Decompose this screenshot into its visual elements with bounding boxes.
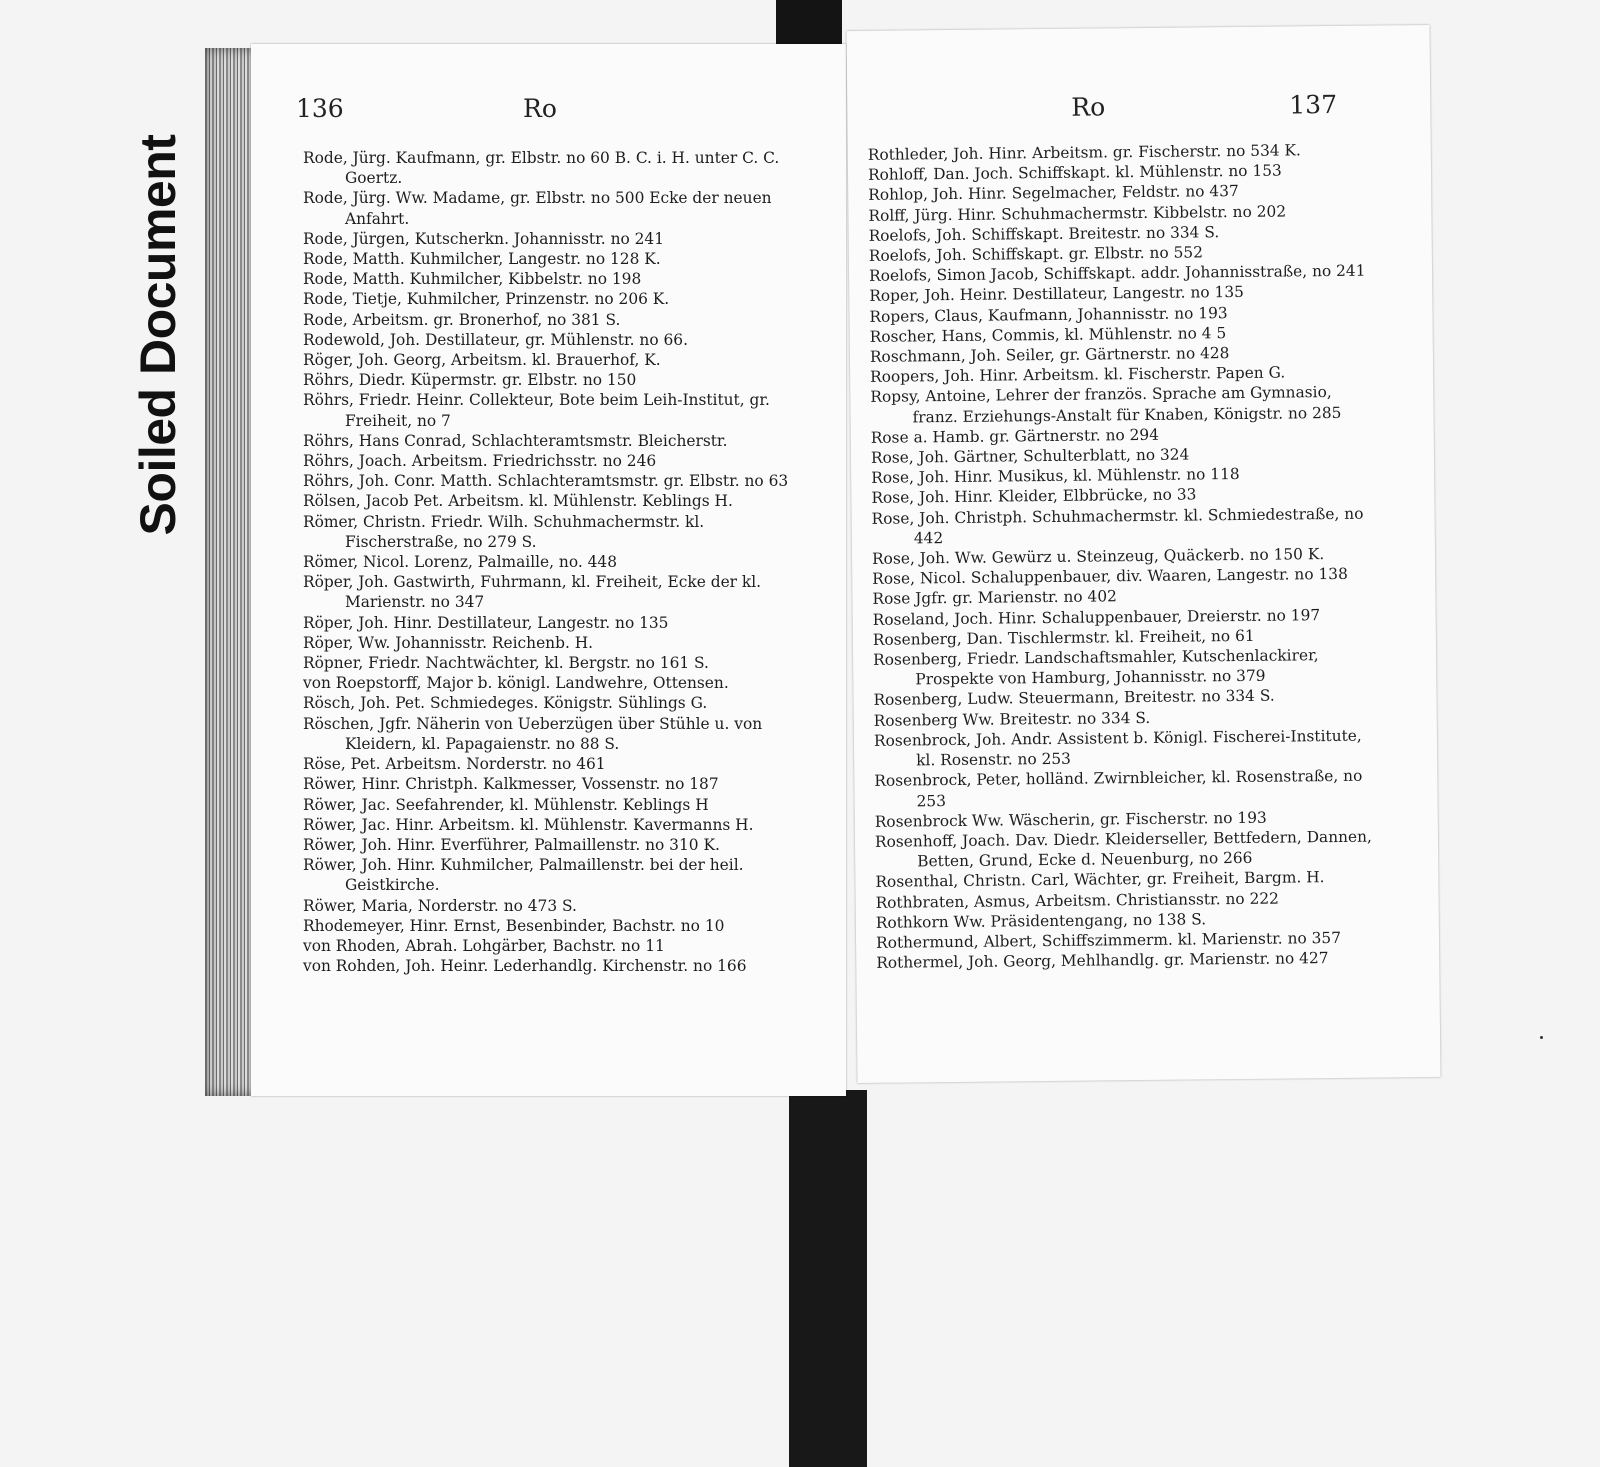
- directory-entry: Rohlop, Joh. Hinr. Segelmacher, Feldstr. no 437: [868, 182, 1239, 205]
- directory-entry: Röper, Ww. Johannisstr. Reichenb. H.: [303, 633, 594, 652]
- directory-entry: Rothermund, Albert, Schiffszimmerm. kl. Marienstr. no 357: [875, 928, 1342, 952]
- directory-entry: Rose, Joh. Hinr. Kleider, Elbbrücke, no 33: [871, 485, 1197, 508]
- right-running-head: Ro: [1071, 92, 1106, 122]
- directory-entry: Röwer, Joh. Hinr. Kuhmilcher, Palmaillenstr. bei der heil. Geistkirche.: [303, 856, 744, 895]
- directory-entry: Rolff, Jürg. Hinr. Schuhmachermstr. Kibbelstr. no 202: [868, 202, 1287, 225]
- directory-entry: Rode, Jürg. Kaufmann, gr. Elbstr. no 60 B. C. i. H. unter C. C. Goertz.: [303, 149, 780, 188]
- right-page-number: 137: [1289, 89, 1338, 120]
- directory-entry: Röwer, Joh. Hinr. Everführer, Palmaillenstr. no 310 K.: [303, 835, 720, 854]
- directory-entry: Röwer, Hinr. Christph. Kalkmesser, Vossenstr. no 187: [303, 775, 719, 794]
- directory-entry: Röwer, Maria, Norderstr. no 473 S.: [303, 896, 577, 915]
- directory-entry: Rode, Matth. Kuhmilcher, Kibbelstr. no 198: [303, 270, 642, 289]
- directory-entry: Rode, Tietje, Kuhmilcher, Prinzenstr. no 206 K.: [303, 290, 670, 309]
- left-page-number: 136: [296, 94, 344, 123]
- directory-entry: Rode, Matth. Kuhmilcher, Langestr. no 128 K.: [303, 250, 661, 269]
- document-label: [130, 80, 186, 590]
- directory-entry: Röpner, Friedr. Nachtwächter, kl. Bergstr. no 161 S.: [303, 654, 709, 673]
- directory-entry: Rose, Joh. Hinr. Musikus, kl. Mühlenstr. no 118: [871, 465, 1240, 488]
- directory-entry: Rose Jgfr. gr. Marienstr. no 402: [872, 587, 1117, 609]
- directory-entry: Roopers, Joh. Hinr. Arbeitsm. kl. Fischerstr. Papen G.: [870, 363, 1286, 387]
- directory-entry: Rose, Joh. Ww. Gewürz u. Steinzeug, Quäckerb. no 150 K.: [871, 545, 1325, 568]
- directory-entry: Röschen, Jgfr. Näherin von Ueberzügen über Stühle u. von Kleidern, kl. Papagaienstr. no 88 S.: [303, 714, 763, 753]
- directory-entry: Römer, Christn. Friedr. Wilh. Schuhmachermstr. kl. Fischerstraße, no 279 S.: [303, 512, 705, 551]
- directory-entry: Roelofs, Joh. Schiffskapt. Breitestr. no 334 S.: [868, 223, 1220, 245]
- directory-entry: Rode, Jürg. Ww. Madame, gr. Elbstr. no 500 Ecke der neuen Anfahrt.: [303, 189, 772, 228]
- directory-entry: Röhrs, Joh. Conr. Matth. Schlachteramtsmstr. gr. Elbstr. no 63: [303, 472, 789, 491]
- directory-entry: Ropers, Claus, Kaufmann, Johannisstr. no 193: [869, 303, 1228, 326]
- directory-entry: Rose, Nicol. Schaluppenbauer, div. Waaren, Langestr. no 138: [872, 565, 1348, 589]
- directory-entry: Rose a. Hamb. gr. Gärtnerstr. no 294: [870, 425, 1160, 447]
- directory-entry: Röhrs, Hans Conrad, Schlachteramtsmstr. Bleicherstr.: [303, 431, 728, 450]
- directory-entry: Rose, Joh. Christph. Schuhmachermstr. kl. Schmiedestraße, no 442: [871, 504, 1364, 548]
- directory-entry: Rosenhoff, Joach. Dav. Diedr. Kleiderseller, Bettfedern, Dannen, Betten, Grund, Ecke d. Neuenburg, no 266: [874, 827, 1373, 871]
- directory-entry: Rosenbrock, Joh. Andr. Assistent b. Königl. Fischerei-Institute, kl. Rosenstr. no 253: [873, 726, 1362, 770]
- directory-entry: Rodewold, Joh. Destillateur, gr. Mühlenstr. no 66.: [303, 330, 688, 349]
- directory-entry: Rosenberg, Dan. Tischlermstr. kl. Freiheit, no 61: [872, 626, 1255, 649]
- right-entry-list: [868, 140, 1387, 974]
- directory-entry: Rosenthal, Christn. Carl, Wächter, gr. Freiheit, Bargm. H.: [875, 868, 1325, 892]
- directory-entry: Roseland, Joch. Hinr. Schaluppenbauer, Dreierstr. no 197: [872, 605, 1321, 629]
- document-label-text: Soiled Document: [130, 134, 186, 536]
- directory-entry: Rosenberg, Friedr. Landschaftsmahler, Kutschenlackirer, Prospekte von Hamburg, Johannisstr. no 379: [873, 646, 1319, 689]
- directory-entry: von Roepstorff, Major b. königl. Landwehre, Ottensen.: [303, 674, 729, 693]
- directory-entry: Röper, Joh. Gastwirth, Fuhrmann, kl. Freiheit, Ecke der kl. Marienstr. no 347: [303, 573, 762, 612]
- directory-entry: Röger, Joh. Georg, Arbeitsm. kl. Brauerhof, K.: [303, 351, 661, 370]
- directory-entry: Rode, Arbeitsm. gr. Bronerhof, no 381 S.: [303, 310, 621, 329]
- directory-entry: Rösch, Joh. Pet. Schmiedeges. Königstr. Sühlings G.: [303, 694, 708, 713]
- left-entry-list: [303, 148, 813, 976]
- directory-entry: Rosenbrock Ww. Wäscherin, gr. Fischerstr. no 193: [874, 808, 1267, 831]
- right-page: [847, 25, 1441, 1083]
- directory-entry: Röper, Joh. Hinr. Destillateur, Langestr. no 135: [303, 613, 669, 632]
- binding-strip-bottom: [789, 1090, 867, 1467]
- directory-entry: Röwer, Jac. Seefahrender, kl. Mühlenstr. Keblings H: [303, 795, 709, 814]
- directory-entry: Roscher, Hans, Commis, kl. Mühlenstr. no 4 5: [869, 323, 1227, 346]
- directory-entry: Roelofs, Joh. Schiffskapt. gr. Elbstr. no 552: [868, 243, 1204, 265]
- directory-entry: Röhrs, Diedr. Küpermstr. gr. Elbstr. no 150: [303, 371, 637, 390]
- directory-entry: Rode, Jürgen, Kutscherkn. Johannisstr. no 241: [303, 229, 665, 248]
- binding-strip-top: [776, 0, 842, 46]
- directory-entry: Rothkorn Ww. Präsidentengang, no 138 S.: [875, 910, 1207, 932]
- directory-entry: Ropsy, Antoine, Lehrer der französ. Sprache am Gymnasio, franz. Erziehungs-Anstalt für Knaben, Königstr. no 285: [870, 383, 1342, 427]
- directory-entry: Rosenberg Ww. Breitestr. no 334 S.: [873, 708, 1151, 730]
- stray-mark: [1540, 1036, 1543, 1039]
- directory-entry: Rölsen, Jacob Pet. Arbeitsm. kl. Mühlenstr. Keblings H.: [303, 492, 733, 511]
- directory-entry: Rothermel, Joh. Georg, Mehlhandlg. gr. Marienstr. no 427: [876, 949, 1329, 972]
- directory-entry: Roschmann, Joh. Seiler, gr. Gärtnerstr. no 428: [869, 344, 1230, 366]
- directory-entry: Roper, Joh. Heinr. Destillateur, Langestr. no 135: [869, 283, 1244, 306]
- directory-entry: Rothbraten, Asmus, Arbeitsm. Christiansstr. no 222: [875, 889, 1280, 912]
- directory-entry: von Rhoden, Abrah. Lohgärber, Bachstr. no 11: [303, 936, 665, 955]
- directory-entry: Rhodemeyer, Hinr. Ernst, Besenbinder, Bachstr. no 10: [303, 916, 725, 935]
- directory-entry: von Rohden, Joh. Heinr. Lederhandlg. Kirchenstr. no 166: [303, 957, 747, 976]
- directory-entry: Roelofs, Simon Jacob, Schiffskapt. addr. Johannisstraße, no 241: [868, 261, 1366, 286]
- directory-entry: Röwer, Jac. Hinr. Arbeitsm. kl. Mühlenstr. Kavermanns H.: [303, 815, 754, 834]
- directory-entry: Rosenberg, Ludw. Steuermann, Breitestr. no 334 S.: [873, 687, 1275, 710]
- directory-entry: Röhrs, Joach. Arbeitsm. Friedrichsstr. no 246: [303, 452, 657, 471]
- directory-entry: Rohloff, Dan. Joch. Schiffskapt. kl. Mühlenstr. no 153: [867, 161, 1282, 185]
- directory-entry: Rothleder, Joh. Hinr. Arbeitsm. gr. Fischerstr. no 534 K.: [867, 141, 1301, 164]
- directory-entry: Römer, Nicol. Lorenz, Palmaille, no. 448: [303, 553, 618, 572]
- directory-entry: Röhrs, Friedr. Heinr. Collekteur, Bote beim Leih-Institut, gr. Freiheit, no 7: [303, 391, 770, 430]
- left-page: [251, 44, 846, 1096]
- directory-entry: Rose, Joh. Gärtner, Schulterblatt, no 324: [870, 445, 1190, 467]
- left-running-head: Ro: [523, 94, 557, 123]
- directory-entry: Rosenbrock, Peter, holländ. Zwirnbleicher, kl. Rosenstraße, no 253: [874, 767, 1363, 810]
- directory-entry: Röse, Pet. Arbeitsm. Norderstr. no 461: [303, 755, 606, 774]
